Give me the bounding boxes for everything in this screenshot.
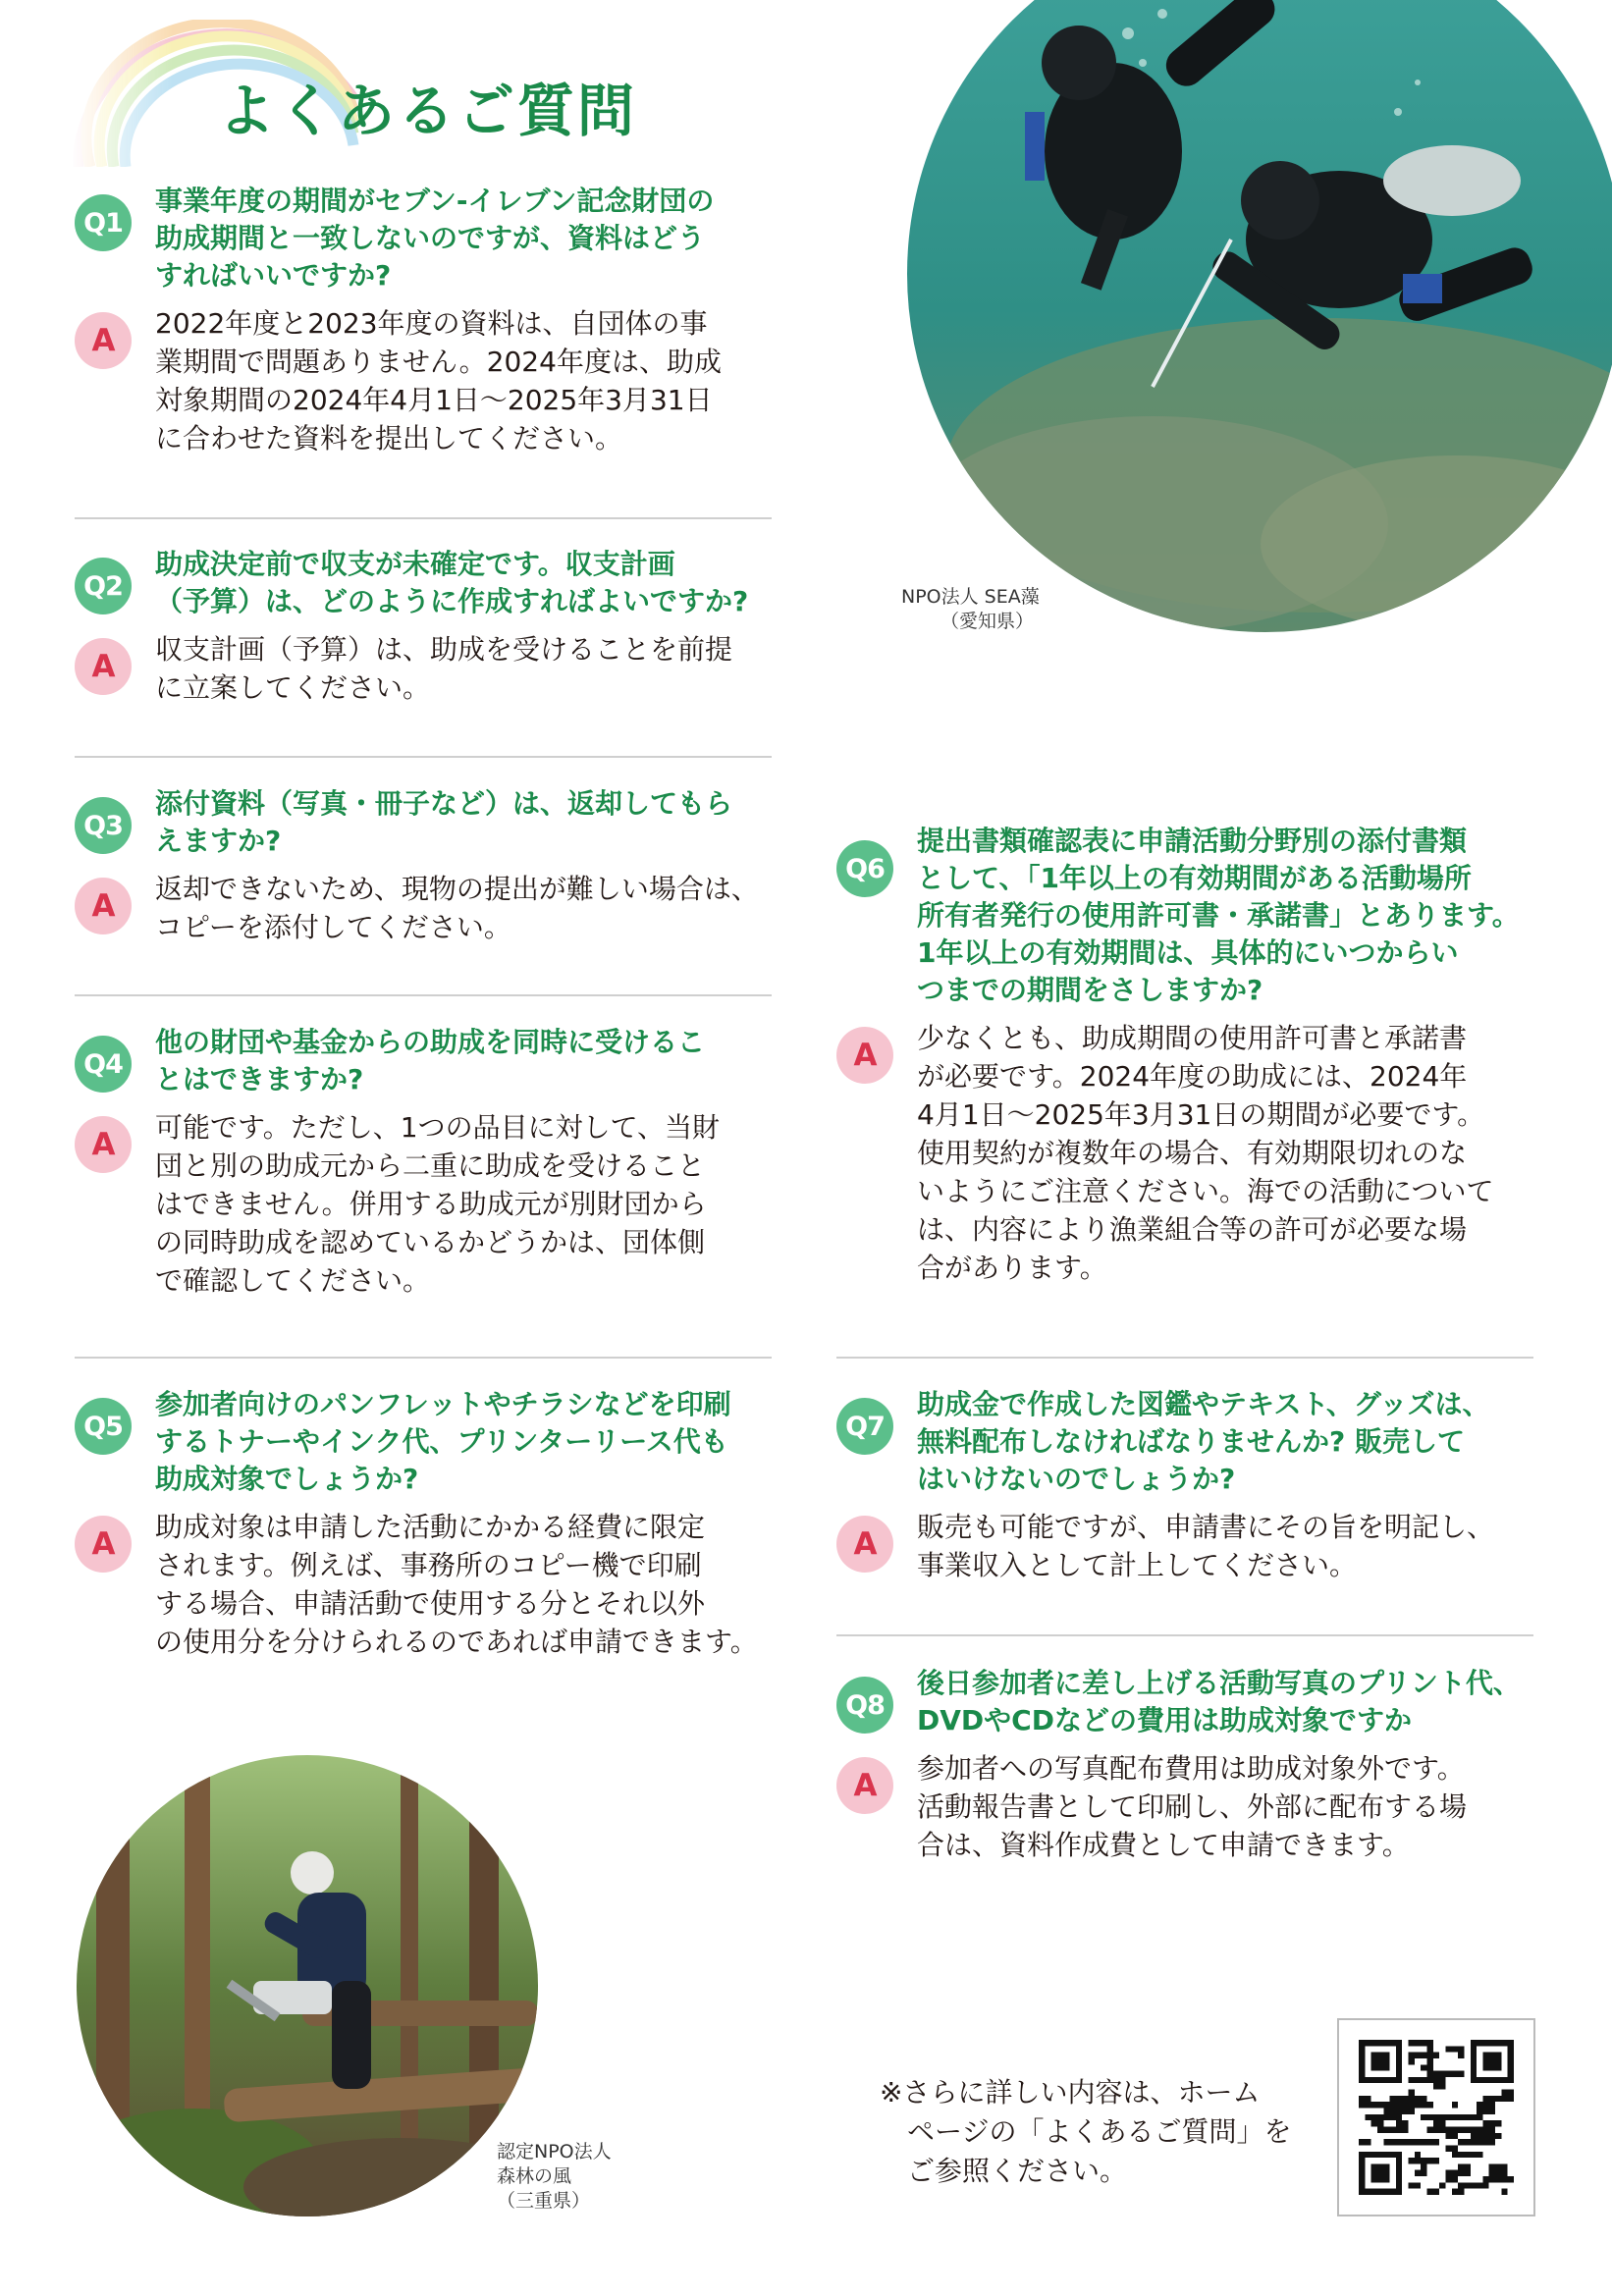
photo-bottom-caption-line-2: 森林の風 [497, 2165, 572, 2187]
q2-question-line-2: （予算）は、どのように作成すればよいですか? [155, 585, 749, 617]
a7-answer-line-1: 販売も可能ですが、申請書にその旨を明記し、 [917, 1511, 1495, 1543]
q3-question-line-1: 添付資料（写真・冊子など）は、返却してもら [155, 787, 733, 820]
a7-answer-line-2: 事業収入として計上してください。 [917, 1549, 1358, 1581]
divider [75, 517, 772, 519]
a5-answer-line-3: する場合、申請活動で使用する分とそれ以外 [155, 1587, 706, 1620]
q1-question-line-3: すればいいですか? [155, 259, 392, 292]
a8-answer-line-3: 合は、資料作成費として申請できます。 [917, 1829, 1410, 1861]
a6-answer-line-3: 4月1日～2025年3月31日の期間が必要です。 [917, 1098, 1485, 1131]
divider [75, 1357, 772, 1359]
a8-answer-line-1: 参加者への写真配布費用は助成対象外です。 [917, 1752, 1465, 1785]
q1-badge: Q1 [75, 194, 132, 251]
forest-worker-photo [77, 1755, 538, 2216]
divider [75, 994, 772, 996]
q3-badge: Q3 [75, 797, 132, 854]
a1-answer-line-1: 2022年度と2023年度の資料は、自団体の事 [155, 307, 708, 340]
a2-badge: A [75, 638, 132, 695]
q4-badge: Q4 [75, 1036, 132, 1093]
q2-badge: Q2 [75, 558, 132, 614]
diver-photo [907, 0, 1612, 632]
a1-answer-line-2: 業期間で問題ありません。2024年度は、助成 [155, 346, 722, 378]
a6-answer-line-6: は、内容により漁業組合等の許可が必要な場 [917, 1213, 1468, 1246]
a6-answer-line-5: いようにご注意ください。海での活動について [917, 1175, 1494, 1207]
a3-answer-line-1: 返却できないため、現物の提出が難しい場合は、 [155, 873, 759, 905]
q5-question-line-1: 参加者向けのパンフレットやチラシなどを印刷 [155, 1388, 731, 1420]
q6-question-line-4: 1年以上の有効期間は、具体的にいつからい [917, 936, 1459, 969]
a7-badge: A [836, 1516, 893, 1573]
a5-badge: A [75, 1516, 132, 1573]
a5-answer-line-2: されます。例えば、事務所のコピー機で印刷 [155, 1549, 702, 1581]
photo-top-caption-pref: （愛知県） [940, 611, 1035, 632]
a3-badge: A [75, 878, 132, 934]
q6-question-line-2: として、「1年以上の有効期間がある活動場所 [917, 862, 1472, 894]
q5-question-line-2: するトナーやインク代、プリンターリース代も [155, 1425, 728, 1458]
a6-answer-line-1: 少なくとも、助成期間の使用許可書と承諾書 [917, 1022, 1468, 1054]
a6-answer-line-7: 合があります。 [917, 1252, 1107, 1284]
a1-badge: A [75, 312, 132, 369]
q7-badge: Q7 [836, 1398, 893, 1455]
q6-badge: Q6 [836, 840, 893, 897]
photo-top-caption-org: NPO法人 SEA藻 [901, 586, 1040, 608]
q4-question-line-2: とはできますか? [155, 1063, 364, 1095]
a1-answer-line-4: に合わせた資料を提出してください。 [155, 422, 623, 454]
divider [75, 756, 772, 758]
photo-bottom-caption-line-3: （三重県） [497, 2190, 591, 2212]
faq-item-q3 [75, 785, 759, 946]
q6-question-line-1: 提出書類確認表に申請活動分野別の添付書類 [917, 825, 1468, 857]
q1-question-line-2: 助成期間と一致しないのですが、資料はどう [155, 222, 706, 254]
divider [836, 1357, 1533, 1359]
faq-item-q2 [75, 546, 749, 707]
q2-question-line-1: 助成決定前で収支が未確定です。収支計画 [155, 548, 675, 580]
q1-question-line-1: 事業年度の期間がセブン-イレブン記念財団の [155, 185, 715, 217]
qr-code-icon[interactable] [1337, 2018, 1535, 2216]
a8-badge: A [836, 1757, 893, 1814]
q6-question-line-3: 所有者発行の使用許可書・承諾書」とあります。 [917, 899, 1520, 932]
q7-question-line-3: はいけないのでしょうか? [917, 1463, 1236, 1495]
note-line-3: ご参照ください。 [880, 2155, 1128, 2187]
q6-question-line-5: つまでの期間をさしますか? [917, 974, 1263, 1006]
faq-item-q5 [75, 1386, 758, 1661]
a4-answer-line-2: 団と別の助成元から二重に助成を受けること [155, 1149, 706, 1182]
faq-item-q1 [75, 183, 742, 457]
q3-question-line-2: えますか? [155, 825, 282, 857]
a4-badge: A [75, 1116, 132, 1173]
q5-badge: Q5 [75, 1398, 132, 1455]
q8-badge: Q8 [836, 1677, 893, 1734]
a8-answer-line-2: 活動報告書として印刷し、外部に配布する場 [917, 1790, 1468, 1823]
a1-answer-line-3: 対象期間の2024年4月1日～2025年3月31日 [155, 384, 713, 416]
faq-item-q6 [836, 823, 1543, 1287]
a4-answer-line-1: 可能です。ただし、1つの品目に対して、当財 [155, 1111, 721, 1144]
note-line-2: ページの「よくあるご質問」を [880, 2115, 1292, 2148]
a4-answer-line-3: はできません。併用する助成元が別財団から [155, 1188, 707, 1220]
a4-answer-line-4: の同時助成を認めているかどうかは、団体側 [155, 1226, 706, 1258]
page-title: よくあるご質問 [218, 78, 638, 144]
q7-question-line-1: 助成金で作成した図鑑やテキスト、グッズは、 [917, 1388, 1490, 1420]
a2-answer-line-1: 収支計画（予算）は、助成を受けることを前提 [155, 633, 733, 666]
a5-answer-line-4: の使用分を分けられるのであれば申請できます。 [155, 1626, 758, 1658]
a6-answer-line-2: が必要です。2024年度の助成には、2024年 [917, 1060, 1468, 1093]
a4-answer-line-5: で確認してください。 [155, 1264, 431, 1297]
a5-answer-line-1: 助成対象は申請した活動にかかる経費に限定 [155, 1511, 706, 1543]
faq-item-q8 [836, 1665, 1543, 1864]
q8-question-line-2: DVDやCDなどの費用は助成対象ですか [917, 1704, 1412, 1736]
divider [836, 1634, 1533, 1636]
photo-bottom-caption-line-1: 認定NPO法人 [497, 2141, 612, 2163]
q5-question-line-3: 助成対象でしょうか? [155, 1463, 419, 1495]
q4-question-line-1: 他の財団や基金からの助成を同時に受けるこ [155, 1026, 706, 1058]
a3-answer-line-2: コピーを添付してください。 [155, 911, 511, 943]
q8-question-line-1: 後日参加者に差し上げる活動写真のプリント代、 [917, 1667, 1521, 1699]
faq-item-q4 [75, 1024, 742, 1300]
a2-answer-line-2: に立案してください。 [155, 671, 431, 704]
faq-item-q7 [836, 1386, 1543, 1584]
a6-answer-line-4: 使用契約が複数年の場合、有効期限切れのな [917, 1137, 1468, 1169]
q7-question-line-2: 無料配布しなければなりませんか? 販売して [917, 1425, 1465, 1458]
more-info-note [880, 2073, 1331, 2191]
a6-badge: A [836, 1027, 893, 1084]
note-line-1: ※さらに詳しい内容は、ホーム [880, 2076, 1261, 2109]
